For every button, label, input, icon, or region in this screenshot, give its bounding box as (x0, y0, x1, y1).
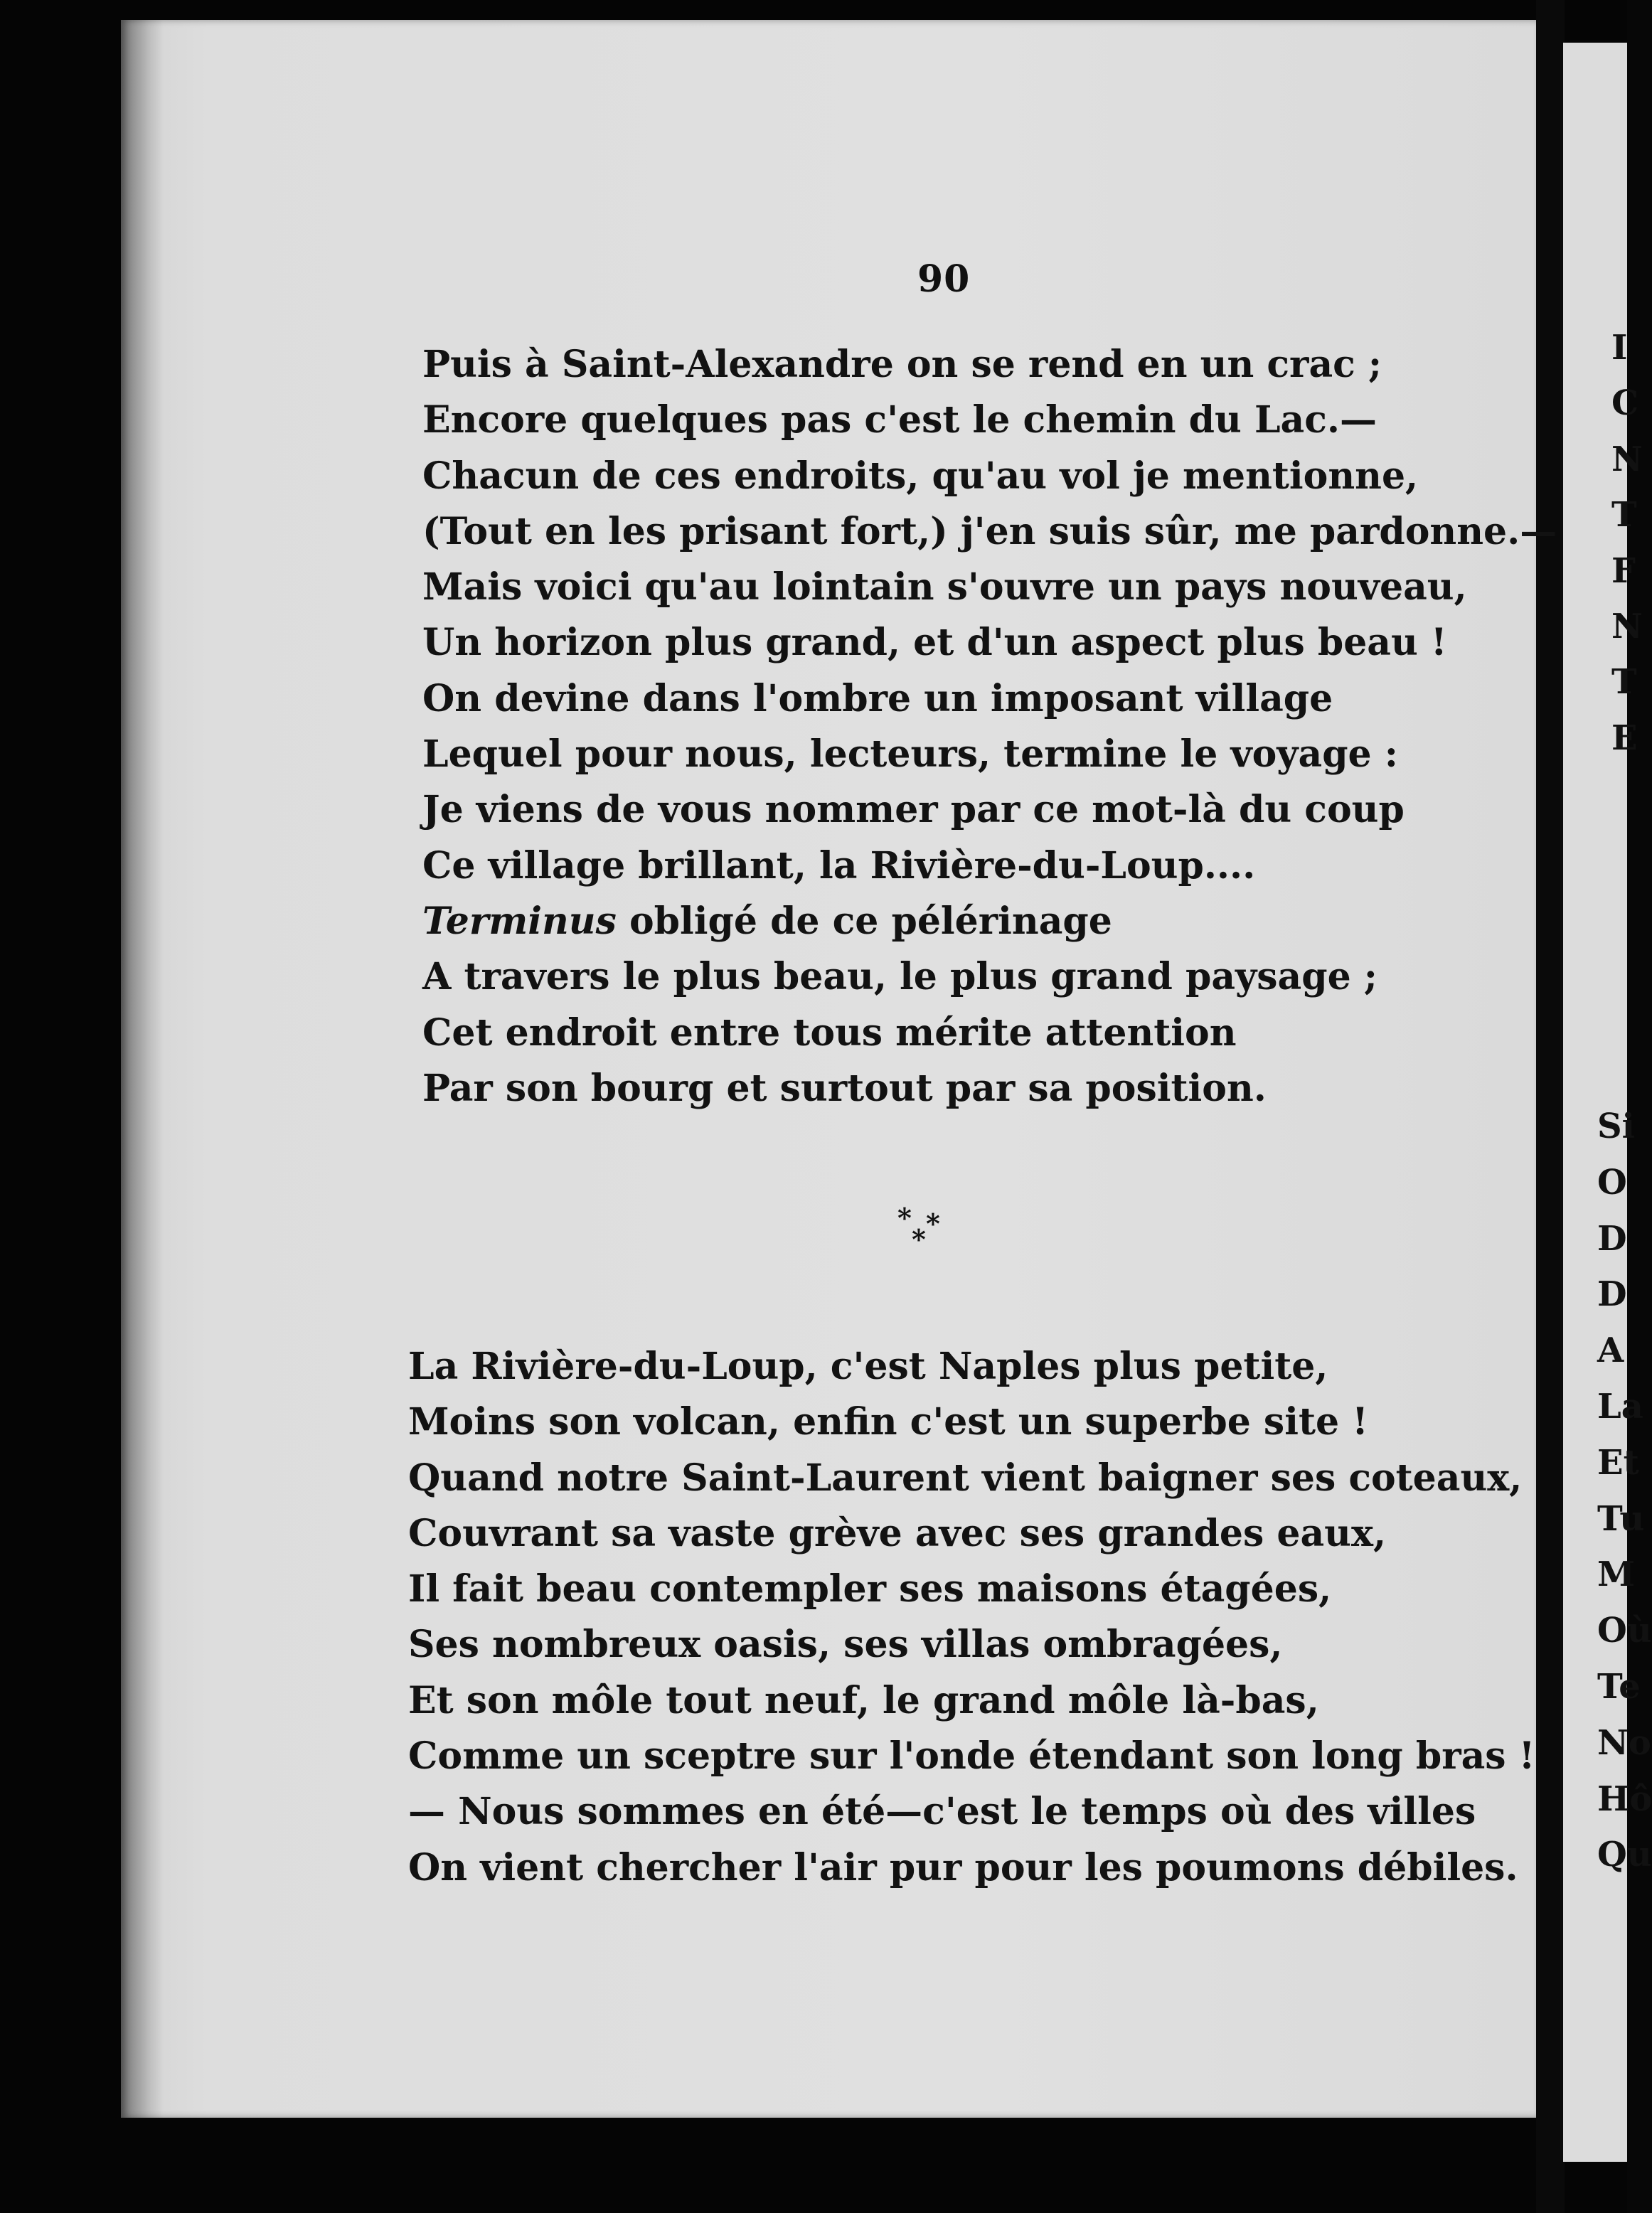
verse-line: On vient chercher l'air pur pour les poumons débiles. (408, 1845, 1518, 1889)
verse-line: — Nous sommes en été—c'est le temps où des villes (408, 1790, 1476, 1834)
adjacent-page-fragment: Te (1597, 1667, 1641, 1707)
asterism-star: * (897, 1202, 912, 1234)
verse-line: A travers le plus beau, le plus grand paysage ; (422, 955, 1377, 999)
adjacent-page-fragment: Si (1597, 1106, 1635, 1146)
adjacent-page-fragment: N (1611, 607, 1643, 646)
adjacent-page-fragment: N (1611, 439, 1643, 479)
verse-line: Il fait beau contempler ses maisons étagées, (408, 1567, 1332, 1611)
verse-rest: obligé de ce pélérinage (616, 899, 1112, 943)
adjacent-page (1563, 43, 1652, 2162)
adjacent-page-fragment: T (1611, 662, 1637, 703)
adjacent-page-fragment: La (1597, 1387, 1643, 1427)
verse-line: Moins son volcan, enfin c'est un superbe site ! (408, 1400, 1368, 1444)
verse-line: Encore quelques pas c'est le chemin du Lac.— (422, 398, 1377, 442)
adjacent-page-fragment: E (1611, 718, 1638, 758)
asterism-separator (897, 1202, 961, 1259)
verse-line: (Tout en les prisant fort,) j'en suis sûr, me pardonne.— (422, 509, 1557, 553)
adjacent-page-fragment: Qu (1597, 1835, 1652, 1875)
verse-line: Couvrant sa vaste grève avec ses grandes eaux, (408, 1511, 1387, 1555)
verse-line: Comme un sceptre sur l'onde étendant son long bras ! (408, 1734, 1535, 1779)
verse-line: La Rivière-du-Loup, c'est Naples plus petite, (408, 1345, 1328, 1388)
verse-line (422, 894, 1557, 949)
adjacent-page-fragment: F (1611, 550, 1636, 591)
page-edge-shadow (121, 20, 164, 2118)
stanza-2 (408, 1339, 1535, 1896)
adjacent-page-fragment: D (1597, 1274, 1627, 1315)
adjacent-page-fragment: D (1597, 1218, 1627, 1259)
verse-line: Et son môle tout neuf, le grand môle là-bas, (408, 1678, 1319, 1722)
asterism-star: * (912, 1223, 926, 1255)
verse-line: Ses nombreux oasis, ses villas ombragées, (408, 1623, 1283, 1667)
verse-italic: Terminus (422, 899, 617, 943)
verse-line: Un horizon plus grand, et d'un aspect plus beau ! (422, 621, 1447, 665)
verse-line: Je viens de vous nommer par ce mot-là du coup (422, 788, 1405, 832)
adjacent-page-fragment: I (1611, 328, 1628, 368)
stanza-1 (422, 337, 1557, 1116)
verse-line: On devine dans l'ombre un imposant village (422, 676, 1333, 720)
adjacent-page-fragment: Tu (1597, 1498, 1645, 1539)
verse-line: Chacun de ces endroits, qu'au vol je mentionne, (422, 454, 1419, 498)
verse-line: Cet endroit entre tous mérite attention (422, 1010, 1237, 1055)
verse-line: Quand notre Saint-Laurent vient baigner ses coteaux, (408, 1456, 1523, 1500)
adjacent-page-fragment: Où (1597, 1611, 1652, 1651)
verse-line: Ce village brillant, la Rivière-du-Loup.... (422, 843, 1256, 887)
adjacent-page-fragment: No (1597, 1722, 1651, 1763)
verse-line: Lequel pour nous, lecteurs, termine le voyage : (422, 732, 1398, 777)
adjacent-page-fragment: Hô (1597, 1779, 1652, 1819)
adjacent-page-fragment: M (1597, 1555, 1636, 1595)
adjacent-page-fragment: C (1611, 383, 1639, 424)
adjacent-page-fragment: Et (1597, 1442, 1639, 1483)
page-number: 90 (917, 257, 971, 301)
asterism-star: * (926, 1207, 940, 1239)
adjacent-page-fragment: A (1597, 1331, 1624, 1371)
verse-line: Par son bourg et surtout par sa position. (422, 1066, 1267, 1110)
verse-line: Puis à Saint-Alexandre on se rend en un crac ; (422, 343, 1382, 386)
adjacent-page-fragment: O (1597, 1162, 1627, 1203)
verse-line: Mais voici qu'au lointain s'ouvre un pays nouveau, (422, 565, 1467, 609)
adjacent-page-fragment: T (1611, 495, 1637, 535)
